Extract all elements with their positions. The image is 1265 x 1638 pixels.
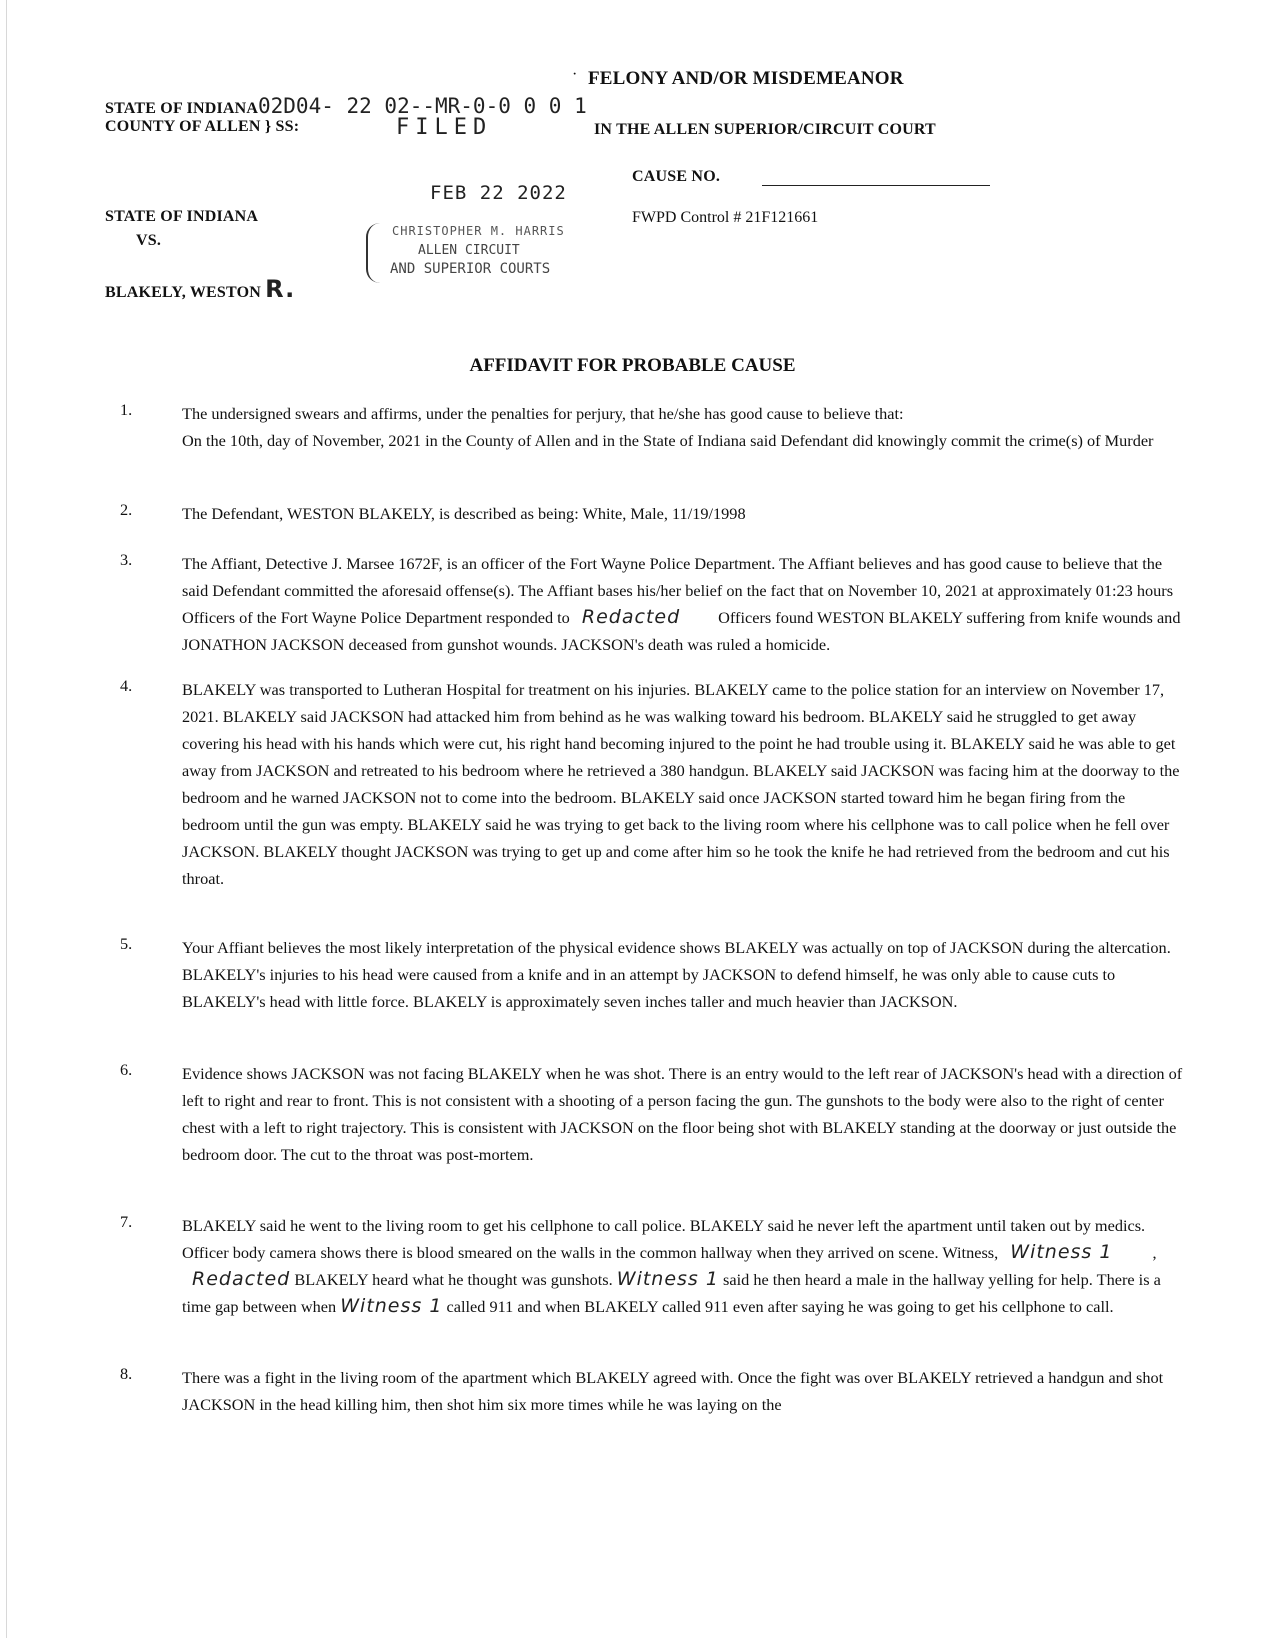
mark-dot: ·: [572, 66, 578, 83]
paragraph-1: The undersigned swears and affirms, under the penalties for perjury, that he/she has good cause to believe that: On the 10th, day of November, 2021 in the County of Allen and in the State of Indiana said Defendant did knowingly commit the crime(s) of Murder: [182, 404, 1154, 450]
state-venue-line: STATE OF INDIANA: [105, 100, 259, 117]
felony-heading: FELONY AND/OR MISDEMEANOR: [588, 68, 904, 89]
clerk-stamp-line2: ALLEN CIRCUIT: [418, 243, 520, 258]
clerk-stamp-brace: [366, 223, 390, 283]
cause-label: CAUSE NO.: [632, 168, 721, 185]
paragraph-8: There was a fight in the living room of the apartment which BLAKELY agreed with. Once the fight was over BLAKELY retrieved a handgun and shot JACKSON in the head killing him, then shot him six more times while he was laying on the: [182, 1368, 1164, 1414]
county-venue-line: COUNTY OF ALLEN } SS:: [105, 118, 300, 135]
paragraph-3: The Affiant, Detective J. Marsee 1672F, is an officer of the Fort Wayne Police Department. The Affiant believes and has good cause to believe that the said Defendant committed the aforesaid offense(s). The Affiant bases his/her belief on the fact that on November 10, 2021 at approximately 01:23 hours Officers of the Fort Wayne Police Department responded to Redacted Officers found WESTON BLAKELY suffering from knife wounds and JONATHON JACKSON deceased from gunshot wounds. JACKSON's death was ruled a homicide.: [182, 554, 1181, 654]
witness-name-handwritten: Witness 1: [1010, 1241, 1113, 1263]
paragraph-5: Your Affiant believes the most likely interpretation of the physical evidence shows BLAKELY was actually on top of JACKSON during the altercation. BLAKELY's injuries to his head were caused from a knife and in an attempt by JACKSON to defend himself, he was only able to cause cuts to BLAKELY's head with little force. BLAKELY is approximately seven inches taller and much heavier than JACKSON.: [182, 938, 1171, 1011]
document-title: AFFIDAVIT FOR PROBABLE CAUSE: [469, 355, 796, 376]
paragraph-2: The Defendant, WESTON BLAKELY, is described as being: White, Male, 11/19/1998: [182, 504, 746, 523]
paragraph-number: 4.: [120, 676, 133, 695]
paragraph-number: 1.: [120, 400, 133, 419]
defendant: BLAKELY, WESTON R.: [105, 275, 296, 303]
paragraph-number: 5.: [120, 934, 133, 953]
clerk-stamp-line1: CHRISTOPHER M. HARRIS: [392, 224, 565, 238]
defendant-initial-handwritten: R.: [265, 275, 296, 303]
scan-edge: [6, 0, 7, 1638]
witness-name-handwritten: Witness 1: [616, 1268, 719, 1290]
cause-number-line: [762, 185, 990, 186]
filed-date-stamp: FEB 22 2022: [430, 182, 567, 204]
paragraph-number: 7.: [120, 1212, 133, 1231]
case-number-stamp: 02D04- 22 02--MR-0-0 0 0 1: [258, 94, 587, 118]
fwpd-control-number: FWPD Control # 21F121661: [632, 209, 819, 226]
clerk-stamp-line3: AND SUPERIOR COURTS: [390, 261, 551, 277]
witness-name-handwritten: Witness 1: [340, 1295, 443, 1317]
paragraph-6: Evidence shows JACKSON was not facing BLAKELY when he was shot. There is an entry would to the left rear of JACKSON's head with a direction of left to right and rear to front. This is not consistent with a shooting of a person facing the gun. The gunshots to the body were also to the right of center chest with a left to right trajectory. This is consistent with JACKSON on the floor being shot with BLAKELY standing at the doorway or just outside the bedroom door. The cut to the throat was post-mortem.: [182, 1064, 1183, 1164]
paragraph-number: 2.: [120, 500, 133, 519]
paragraph-4: BLAKELY was transported to Lutheran Hospital for treatment on his injuries. BLAKELY came to the police station for an interview on November 17, 2021. BLAKELY said JACKSON had attacked him from behind as he was walking toward his bedroom. BLAKELY said he struggled to get away covering his head with his hands which were cut, his right hand becoming injured to the point he had trouble using it. BLAKELY said he was able to get away from JACKSON and retreated to his bedroom where he retrieved a 380 handgun. BLAKELY said JACKSON was facing him at the doorway to the bedroom and he warned JACKSON not to come into the bedroom. BLAKELY said once JACKSON started toward him he began firing from the bedroom until the gun was empty. BLAKELY said he was trying to get back to the living room where his cellphone was to call police when he fell over JACKSON. BLAKELY thought JACKSON was trying to get up and come after him so he took the knife he had retrieved from the bedroom and cut his throat.: [182, 680, 1180, 888]
plaintiff: STATE OF INDIANA: [105, 208, 259, 225]
paragraph-7: BLAKELY said he went to the living room to get his cellphone to call police. BLAKELY said he never left the apartment until taken out by medics. Officer body camera shows there is blood smeared on the walls in the common hallway when they arrived on scene. Witness, Witness 1 , Redacted BLAKELY heard what he thought was gunshots. Witness 1 said he then heard a male in the hallway yelling for help. There is a time gap between when Witness 1 called 911 and when BLAKELY called 911 even after saying he was going to get his cellphone to call.: [182, 1212, 1187, 1320]
paragraph-number: 6.: [120, 1060, 133, 1079]
redacted-address-handwritten: Redacted: [581, 606, 681, 628]
versus: VS.: [136, 232, 162, 249]
paragraph-number: 3.: [120, 550, 133, 569]
court-name: IN THE ALLEN SUPERIOR/CIRCUIT COURT: [594, 121, 936, 138]
filed-stamp: FILED: [396, 115, 493, 140]
redacted-handwritten: Redacted: [192, 1268, 291, 1290]
paragraph-number: 8.: [120, 1364, 133, 1383]
